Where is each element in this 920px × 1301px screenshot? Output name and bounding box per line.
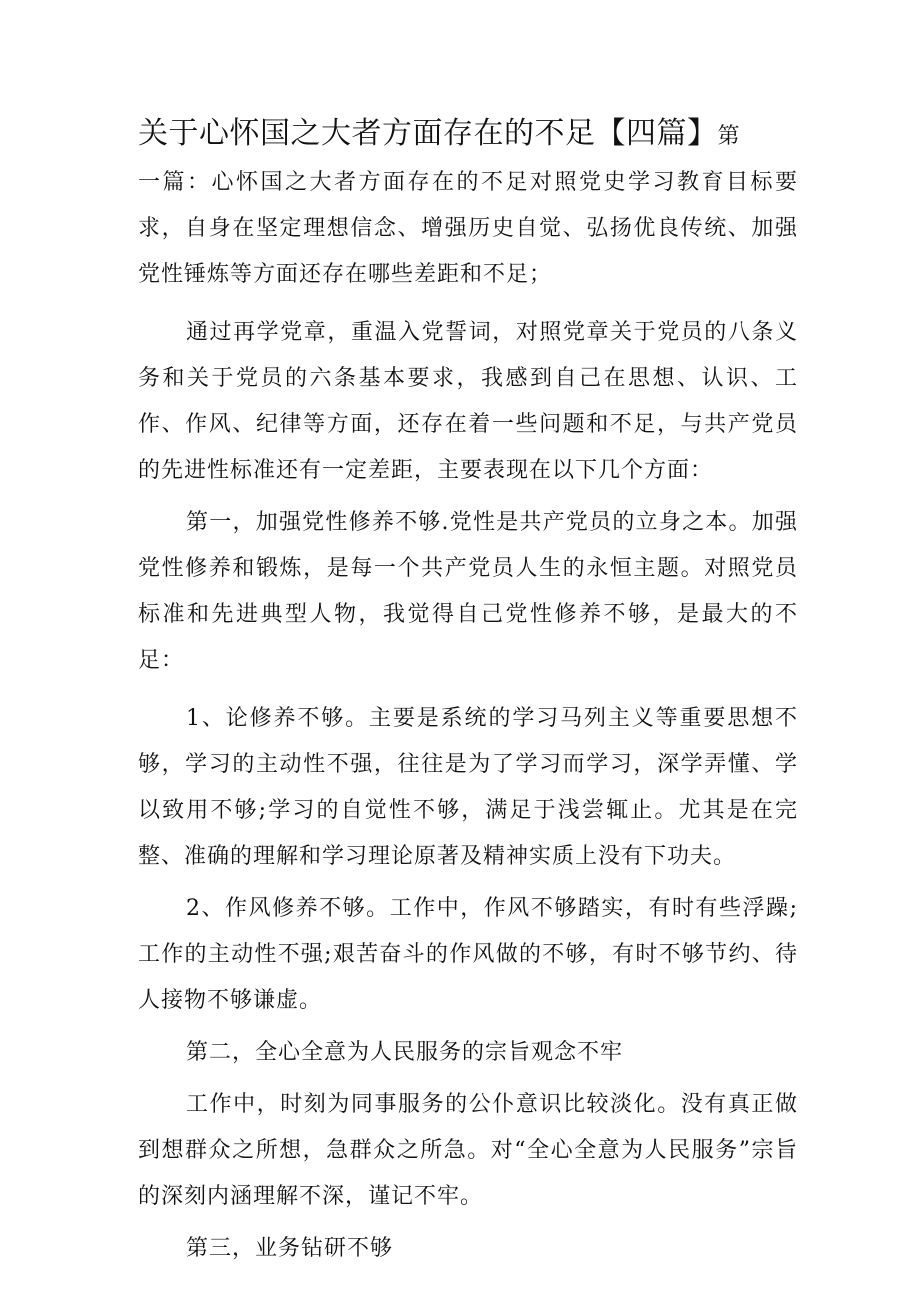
paragraph-point-two-body: 工作中，时刻为同事服务的公仆意识比较淡化。没有真正做到想群众之所想，急群众之所急。对“全心全意为人民服务”宗旨的深刻内涵理解不深，谨记不牢。 xyxy=(138,1092,798,1209)
paragraph-intro: 一篇：心怀国之大者方面存在的不足对照党史学习教育目标要求，自身在坚定理想信念、增强历史自觉、弘扬优良传统、加强党性锤炼等方面还存在哪些差距和不足； xyxy=(138,170,798,287)
document-title: 关于心怀国之大者方面存在的不足【四篇】 xyxy=(138,116,718,151)
document-title-line xyxy=(138,108,798,160)
paragraph-theory-cultivation: 1、论修养不够。主要是系统的学习马列主义等重要思想不够，学习的主动性不强，往往是为了学习而学习，深学弄懂、学以致用不够;学习的自觉性不够，满足于浅尝辄止。尤其是在完整、准确的理解和学习理论原著及精神实质上没有下功夫。 xyxy=(138,706,798,869)
paragraph-point-one: 第一，加强党性修养不够.党性是共产党员的立身之本。加强党性修养和锻炼，是每一个共产党员人生的永恒主题。对照党员标准和先进典型人物，我觉得自己党性修养不够，是最大的不足： xyxy=(138,510,798,673)
document-page xyxy=(138,108,798,1272)
paragraph-style-cultivation: 2、作风修养不够。工作中，作风不够踏实，有时有些浮躁;工作的主动性不强;艰苦奋斗的作风做的不够，有时不够节约、待人接物不够谦虚。 xyxy=(138,896,798,1013)
document-title-tail: 第 xyxy=(717,124,740,149)
paragraph-point-three-heading: 第三，业务钻研不够 xyxy=(186,1236,394,1261)
paragraph-point-two-heading: 第二，全心全意为人民服务的宗旨观念不牢 xyxy=(186,1040,624,1065)
paragraph-party-charter: 通过再学党章，重温入党誓词，对照党章关于党员的八条义务和关于党员的六条基本要求，我感到自己在思想、认识、工作、作风、纪律等方面，还存在着一些问题和不足，与共产党员的先进性标准还有一定差距，主要表现在以下几个方面： xyxy=(138,320,798,483)
